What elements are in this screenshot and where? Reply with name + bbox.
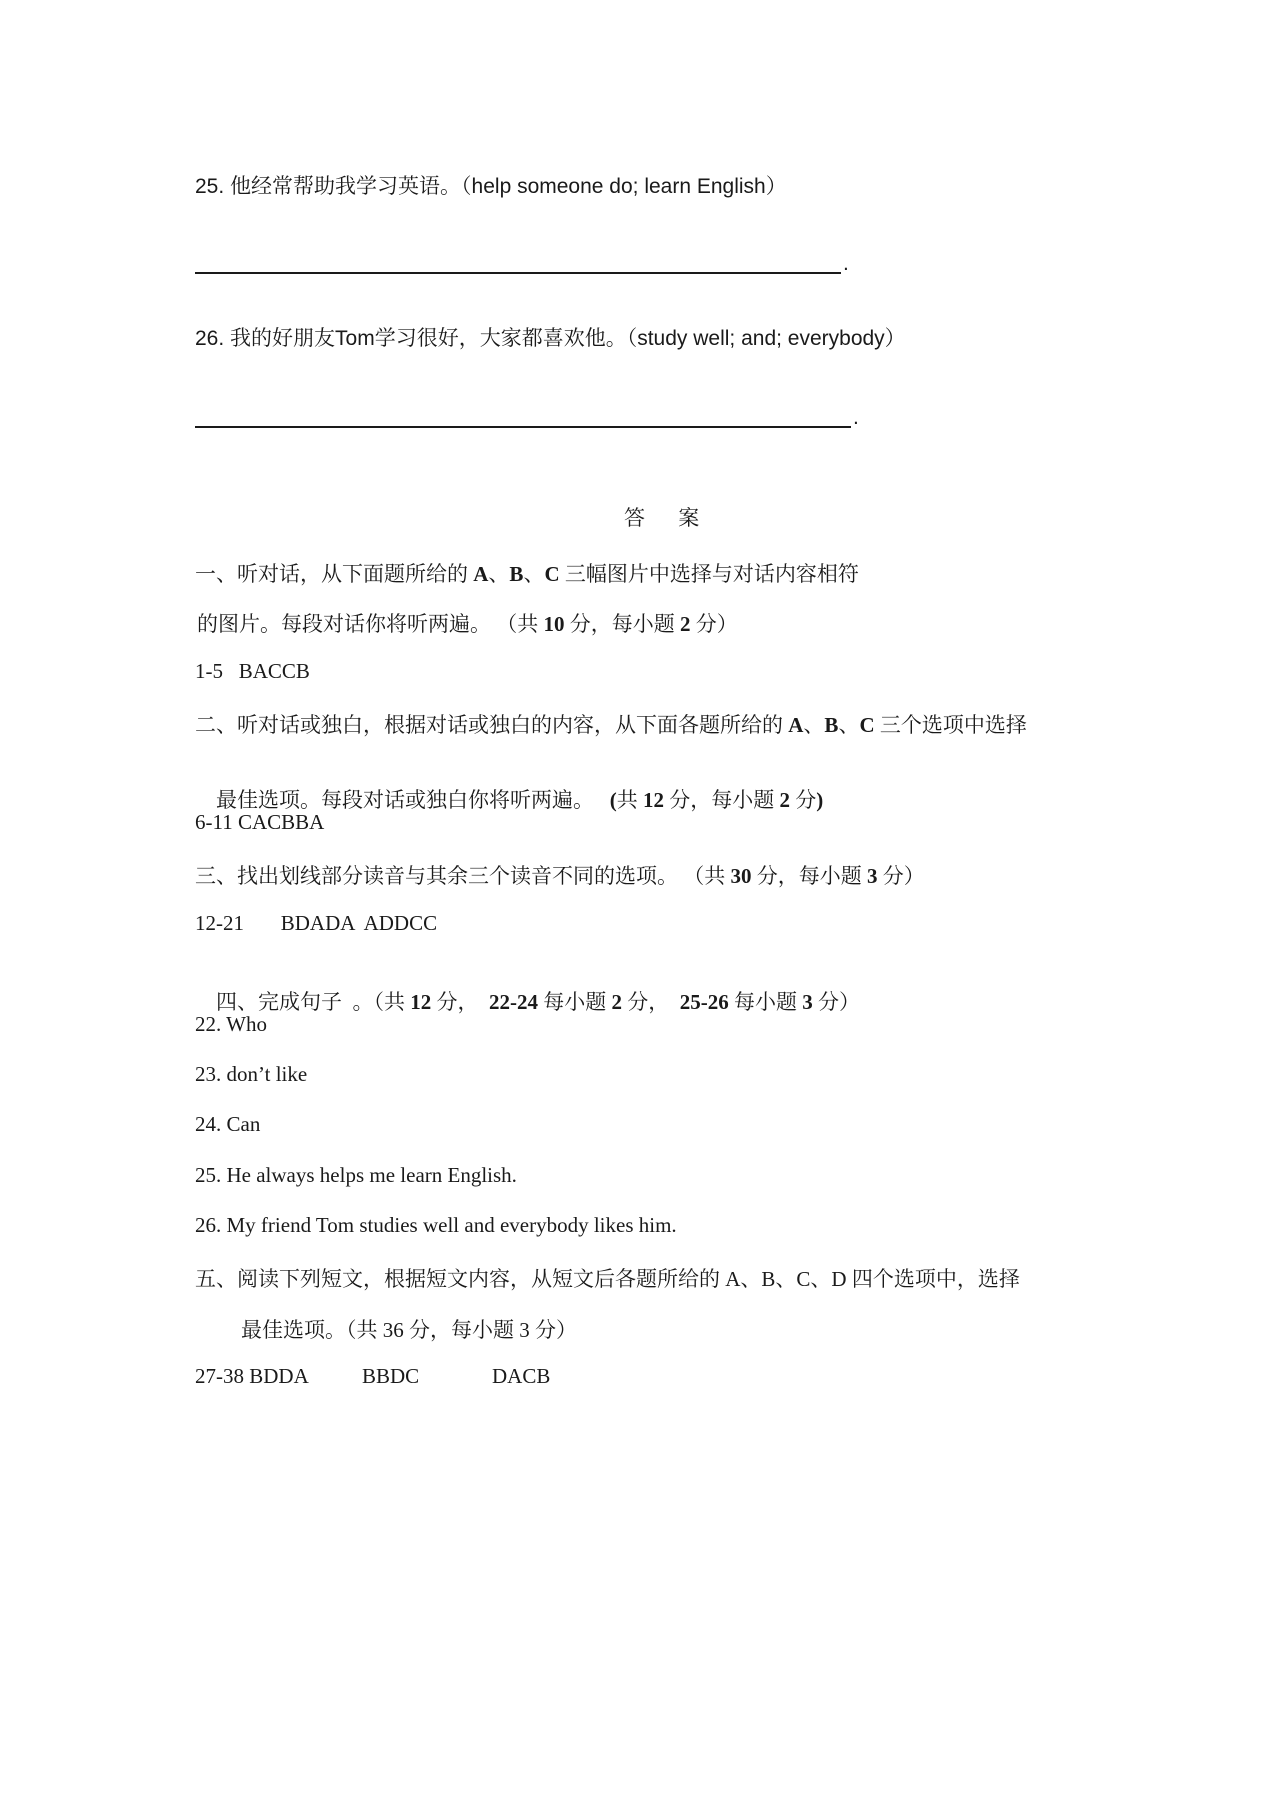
answer-25: 25. He always helps me learn English.	[195, 1163, 517, 1187]
section-4-heading: 四、完成句子 。（共 12 分， 22-24 每小题 2 分， 25-26 每小题 3 分）	[216, 990, 860, 1014]
answer-blank-26	[195, 426, 851, 428]
question-25-text: 他经常帮助我学习英语。（help someone do; learn English）	[230, 175, 787, 198]
question-26-number: 26.	[195, 327, 225, 350]
answer-blank-25	[195, 272, 841, 274]
section-5-heading-line-1: 五、阅读下列短文，根据短文内容，从短文后各题所给的 A、B、C、D 四个选项中，选择	[195, 1267, 1020, 1291]
question-26	[195, 322, 906, 352]
section-5-answer-group-2: BBDC	[362, 1364, 420, 1388]
question-25-number: 25.	[195, 175, 225, 198]
question-25	[195, 170, 787, 200]
section-1-heading-line-1: 一、听对话，从下面题所给的 A、B、C 三幅图片中选择与对话内容相符	[195, 562, 859, 586]
section-3-answer: 12-21 BDADA ADDCC	[195, 911, 438, 935]
section-5-answer-group-3: DACB	[492, 1364, 551, 1388]
section-3-heading: 三、找出划线部分读音与其余三个读音不同的选项。 （共 30 分，每小题 3 分）	[195, 864, 925, 888]
section-2-heading-line-1: 二、听对话或独白，根据对话或独白的内容，从下面各题所给的 A、B、C 三个选项中选择	[195, 713, 1027, 737]
answer-22: 22. Who	[195, 1012, 267, 1036]
answer-23: 23. don’t like	[195, 1062, 308, 1086]
section-1-heading-line-2: 的图片。每段对话你将听两遍。 （共 10 分，每小题 2 分）	[197, 612, 738, 636]
answers-title: 答 案	[624, 506, 714, 530]
answer-blank-25-end: .	[843, 252, 849, 275]
section-5-heading-line-2: 最佳选项。（共 36 分，每小题 3 分）	[241, 1318, 577, 1342]
answer-26: 26. My friend Tom studies well and everybody likes him.	[195, 1213, 677, 1237]
section-5-answer-group-1: 27-38 BDDA	[195, 1364, 309, 1388]
answer-blank-26-end: .	[853, 406, 859, 429]
section-1-answer: 1-5 BACCB	[195, 659, 310, 683]
section-2-answer: 6-11 CACBBA	[195, 810, 325, 834]
section-2-heading-line-2: 最佳选项。每段对话或独白你将听两遍。 (共 12 分，每小题 2 分)	[216, 788, 824, 812]
question-26-text: 我的好朋友Tom学习很好，大家都喜欢他。（study well; and; everybody）	[230, 327, 906, 350]
answer-24: 24. Can	[195, 1112, 261, 1136]
